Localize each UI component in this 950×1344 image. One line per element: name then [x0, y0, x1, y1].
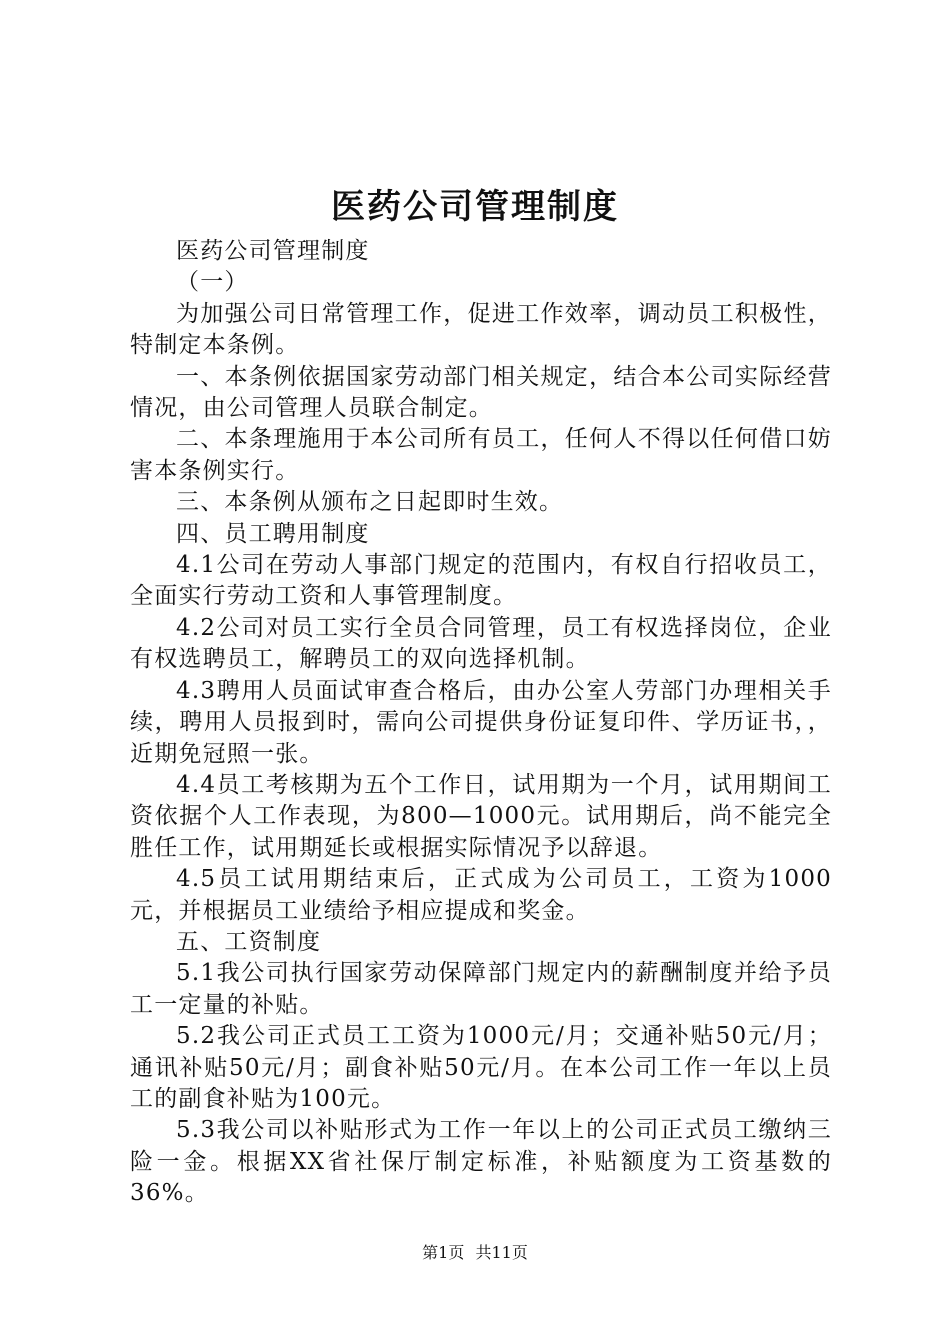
paragraph-article-1: 一、本条例依据国家劳动部门相关规定，结合本公司实际经营情况，由公司管理人员联合制定。 — [130, 363, 832, 422]
paragraph-4-5: 4.5员工试用期结束后，正式成为公司员工，工资为1000元，并根据员工业绩给予相应提成和奖金。 — [130, 866, 832, 924]
paragraph-article-3: 三、本条例从颁布之日起即时生效。 — [176, 489, 564, 516]
paragraph-4-4: 4.4员工考核期为五个工作日，试用期为一个月，试用期间工资依据个人工作表现，为800—1000元。试用期后，尚不能完全胜任工作，试用期延长或根据实际情况予以辞退。 — [130, 771, 832, 861]
paragraph-subtitle: 医药公司管理制度 — [176, 238, 370, 264]
page-total: 共11页 — [475, 1243, 528, 1262]
paragraph-5-1: 5.1我公司执行国家劳动保障部门规定内的薪酬制度并给予员工一定量的补贴。 — [130, 960, 832, 1018]
document-body — [130, 236, 832, 1210]
document-title: 医药公司管理制度 — [331, 187, 619, 227]
page-number: 第1页 — [422, 1243, 465, 1262]
paragraph-4-2: 4.2公司对员工实行全员合同管理，员工有权选择岗位，企业有权选聘员工，解聘员工的双向选择机制。 — [130, 614, 832, 673]
paragraph-section-marker: （一） — [176, 269, 249, 296]
paragraph-5-3: 5.3我公司以补贴形式为工作一年以上的公司正式员工缴纳三险一金。根据XX省社保厅制定标准，补贴额度为工资基数的36%。 — [130, 1117, 832, 1207]
paragraph-4-1: 4.1公司在劳动人事部门规定的范围内，有权自行招收员工，全面实行劳动工资和人事管理制度。 — [130, 552, 832, 610]
heading-hiring-policy: 四、员工聘用制度 — [176, 520, 370, 547]
heading-salary-policy: 五、工资制度 — [176, 928, 322, 955]
paragraph-5-2: 5.2我公司正式员工工资为1000元/月；交通补贴50元/月；通讯补贴50元/月；副食补贴50元/月。在本公司工作一年以上员工的副食补贴为100元。 — [130, 1023, 832, 1112]
page-footer — [0, 1242, 950, 1264]
paragraph-4-3: 4.3聘用人员面试审查合格后，由办公室人劳部门办理相关手续，聘用人员报到时，需向公司提供身份证复印件、学历证书，，近期免冠照一张。 — [130, 677, 832, 767]
paragraph-article-2: 二、本条理施用于本公司所有员工，任何人不得以任何借口妨害本条例实行。 — [130, 426, 832, 484]
paragraph-intro: 为加强公司日常管理工作，促进工作效率，调动员工积极性，特制定本条例。 — [130, 300, 832, 359]
